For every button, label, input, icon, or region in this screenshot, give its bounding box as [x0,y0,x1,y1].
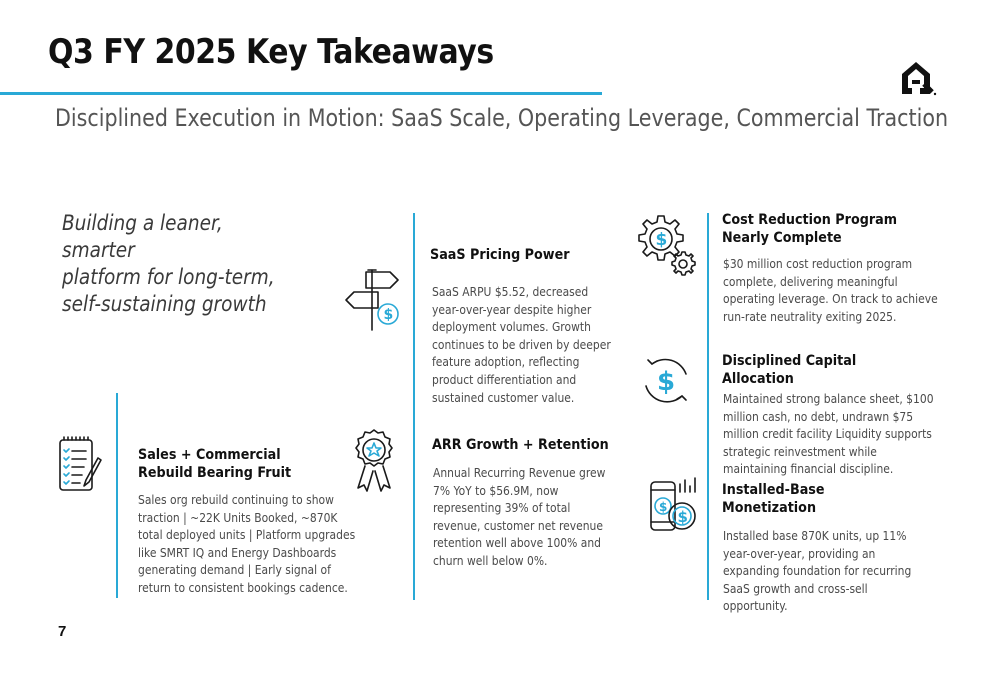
body-text-line: year-over-year, providing an [723,545,876,561]
body-text-line: year-over-year despite higher [432,301,592,317]
cost-reduction-heading [722,211,942,247]
arr-body [433,464,657,570]
divider-line-right [707,213,709,600]
tagline-line: self-sustaining growth [62,292,267,316]
svg-text:$: $ [677,508,688,526]
heading-line: Installed-Base [722,482,825,498]
company-logo-icon [898,58,938,98]
page-number: 7 [58,623,67,640]
body-text-line: sustained customer value. [432,389,575,405]
body-text-line: deployment volumes. Growth [432,319,591,335]
body-text-line: SaaS growth and cross-sell [723,580,868,596]
body-text-line: million credit facility Liquidity supports [723,426,932,442]
divider-line-sales [116,393,118,598]
body-text-line: SaaS ARPU $5.52, decreased [432,284,589,299]
body-text-line: 7% YoY to $56.9M, now [433,482,559,498]
body-text-line: like SMRT IQ and Energy Dashboards [138,544,337,560]
coins-growth-icon [648,476,700,536]
heading-line: Allocation [722,371,794,387]
page-subtitle: Disciplined Execution in Motion: SaaS Scale, Operating Leverage, Commercial Traction [55,104,949,132]
body-text-line: Maintained strong balance sheet, $100 [723,391,934,406]
body-text-line: opportunity. [723,598,788,614]
body-text-line: $30 million cost reduction program [723,256,913,271]
heading-line: Sales + Commercial [138,447,281,463]
award-ribbon-icon [354,428,394,494]
body-text-line: revenue, customer net revenue [433,517,603,533]
body-text-line: million cash, no debt, undrawn $75 [723,408,914,424]
body-text-line: generating demand | Early signal of [138,562,331,578]
body-text-line: expanding foundation for recurring [723,563,912,579]
installed-base-body [723,527,947,615]
divider-line-middle [413,213,415,600]
body-text-line: run-rate neutrality exiting 2025. [723,308,897,324]
title-underline [0,92,602,95]
body-text-line: Annual Recurring Revenue grew [433,465,606,480]
installed-base-heading [722,481,942,517]
svg-text:$: $ [383,307,394,323]
arr-heading: ARR Growth + Retention [432,437,609,453]
body-text-line: product differentiation and [432,371,577,387]
gears-dollar-icon [636,214,696,276]
sales-body [138,491,362,597]
body-text-line: complete, delivering meaningful [723,273,898,289]
sales-heading [138,446,349,482]
body-text-line: feature adoption, reflecting [432,354,580,370]
capital-allocation-heading [722,352,942,388]
heading-line: Monetization [722,500,817,516]
body-text-line: retention well above 100% and [433,535,602,551]
dollar-cycle-icon [642,352,692,408]
body-text-line: representing 39% of total [433,500,571,516]
heading-line: Rebuild Bearing Fruit [138,465,292,481]
tagline-line: platform for long-term, [62,265,275,289]
body-text-line: Sales org rebuild continuing to show [138,492,334,507]
heading-line: Disciplined Capital [722,353,857,369]
capital-allocation-body [723,390,947,478]
page-title: Q3 FY 2025 Key Takeaways [48,32,494,72]
body-text-line: traction | ~22K Units Booked, ~870K [138,509,338,525]
body-text-line: strategic reinvestment while [723,443,877,459]
body-text-line: operating leverage. On track to achieve [723,291,938,307]
signpost-dollar-icon [346,266,402,332]
body-text-line: total deployed units | Platform upgrades [138,527,356,543]
tagline-line: Building a leaner, smarter [62,211,223,262]
body-text-line: return to consistent bookings cadence. [138,579,348,595]
saas-pricing-heading: SaaS Pricing Power [430,247,570,263]
body-text-line: maintaining financial discipline. [723,461,894,477]
svg-text:$: $ [659,500,668,514]
saas-pricing-body [432,283,656,406]
svg-text:$: $ [655,230,668,250]
body-text-line: Installed base 870K units, up 11% [723,528,907,543]
heading-line: Nearly Complete [722,230,842,246]
tagline [62,210,291,318]
heading-line: Cost Reduction Program [722,212,898,228]
cost-reduction-body [723,255,947,325]
svg-text:$: $ [657,367,676,397]
checklist-pencil-icon [58,436,102,494]
body-text-line: churn well below 0%. [433,552,548,568]
body-text-line: continues to be driven by deeper [432,336,611,352]
